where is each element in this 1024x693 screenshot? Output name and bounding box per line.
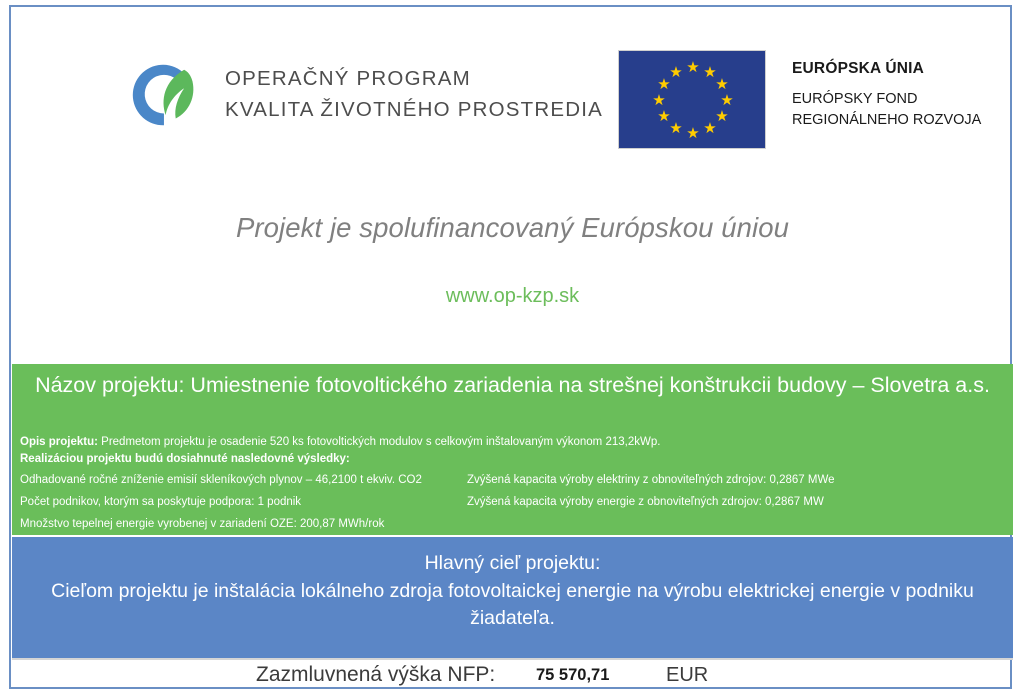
eu-star: ★ — [703, 120, 717, 137]
project-title: Názov projektu: Umiestnenie fotovoltického zariadenia na strešnej konštrukcii budovy – Slovetra a.s. — [35, 373, 990, 397]
eu-star: ★ — [703, 64, 717, 81]
eu-emblem-block — [618, 50, 981, 149]
result-item-left-3: Množstvo tepelnej energie vyrobenej v zariadení OZE: 200,87 MWh/rok — [20, 518, 385, 530]
european-union-flag-icon — [618, 50, 766, 149]
description-text: Predmetom projektu je osadenie 520 ks fotovoltických modulov s celkovým inštalovaným výkonom 213,2kWp. — [97, 436, 661, 448]
op-logo-line-1: OPERAČNÝ PROGRAM — [225, 67, 471, 91]
project-goal-blue-section — [12, 537, 1013, 660]
nfp-amount: 75 570,71 — [536, 665, 610, 684]
eu-star: ★ — [720, 92, 734, 109]
goal-text: Cieľom projektu je inštalácia lokálneho zdroja fotovoltaickej energie na výrobu elektrickej energie v podniku žiadateľa. — [51, 580, 974, 629]
nfp-currency: EUR — [666, 663, 709, 686]
eu-star: ★ — [686, 125, 700, 142]
eu-star: ★ — [715, 108, 729, 125]
goal-heading: Hlavný cieľ projektu: — [424, 552, 601, 574]
result-item-left-1: Odhadované ročné zníženie emisií skleníkových plynov – 46,2100 t ekviv. CO2 — [20, 474, 422, 486]
eu-star: ★ — [657, 76, 671, 93]
eu-label-group — [792, 50, 981, 130]
header-area — [11, 7, 1014, 362]
eu-star: ★ — [686, 59, 700, 76]
project-description-line — [20, 436, 660, 448]
eu-star: ★ — [669, 120, 683, 137]
result-item-right-1: Zvýšená kapacita výroby elektriny z obnoviteľných zdrojov: 0,2867 MWe — [467, 474, 835, 486]
eu-title: EURÓPSKA ÚNIA — [792, 60, 925, 77]
op-kzp-logo-text — [225, 64, 603, 126]
eu-fund-line-1: EURÓPSKY FOND — [792, 91, 918, 107]
project-green-section — [12, 364, 1013, 535]
eu-star: ★ — [669, 64, 683, 81]
program-website-link[interactable]: www.op-kzp.sk — [445, 285, 580, 307]
eu-star: ★ — [715, 76, 729, 93]
nfp-label: Zazmluvnená výška NFP: — [256, 663, 496, 686]
nfp-footer-row — [11, 659, 1014, 691]
op-kzp-logo-block — [127, 53, 603, 137]
cofinancing-headline: Projekt je spolufinancovaný Európskou úniou — [235, 212, 790, 243]
eu-fund-line-2: REGIONÁLNEHO ROZVOJA — [792, 111, 982, 128]
result-item-left-2: Počet podnikov, ktorým sa poskytuje podpora: 1 podnik — [20, 496, 302, 508]
results-heading: Realizáciou projektu budú dosiahnuté nasledovné výsledky: — [20, 453, 350, 465]
eu-star: ★ — [657, 108, 671, 125]
eu-star: ★ — [652, 92, 666, 109]
op-kzp-leaf-logo-icon — [127, 53, 211, 137]
poster-frame — [9, 5, 1012, 689]
result-item-right-2: Zvýšená kapacita výroby energie z obnoviteľných zdrojov: 0,2867 MW — [467, 496, 824, 508]
description-label: Opis projektu: — [20, 436, 98, 448]
op-logo-line-2: KVALITA ŽIVOTNÉHO PROSTREDIA — [225, 98, 603, 121]
project-description-area — [12, 434, 1013, 535]
